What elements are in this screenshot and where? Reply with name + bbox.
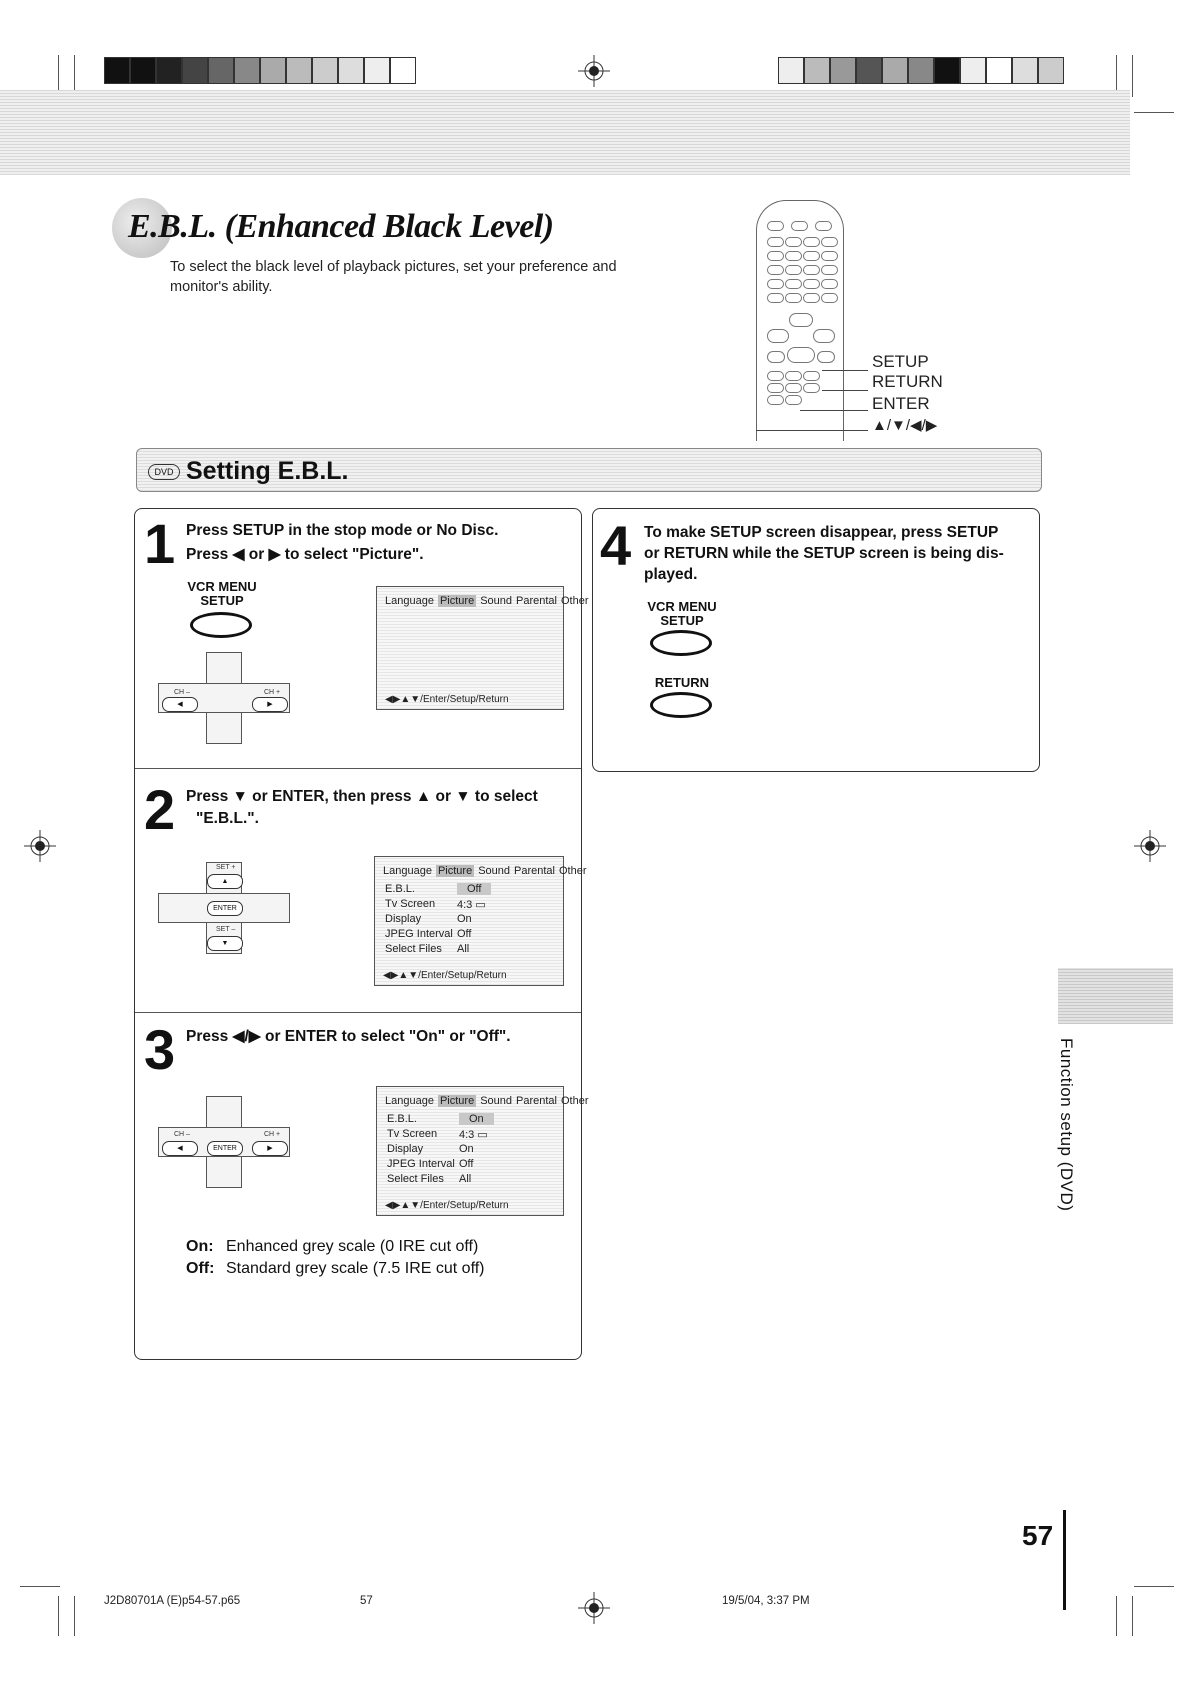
registration-target-icon <box>1134 830 1166 862</box>
dpad-label: CH + <box>264 1131 281 1138</box>
setup-button-icon <box>190 612 252 638</box>
enter-button-icon: ENTER <box>207 1141 243 1156</box>
button-caption: SETUP <box>200 593 244 608</box>
setup-button-icon <box>650 630 712 656</box>
crop-mark <box>1134 112 1174 113</box>
remote-label-arrows: ▲/▼/◀/▶ <box>872 417 938 434</box>
registration-target-icon <box>578 55 610 87</box>
osd-screen-ebl-on: Language Picture Sound Parental Other E.B.L. On Tv Screen 4:3 ▭ Display On JPEG Interval Off Select Files All ◀▶▲▼/Enter/Setup/Return <box>376 1086 564 1216</box>
footer-page: 57 <box>360 1595 373 1607</box>
registration-target-icon <box>24 830 56 862</box>
crop-mark <box>1116 1596 1117 1636</box>
right-arrow-button-icon: ▶ <box>252 697 288 712</box>
crop-mark <box>1132 1596 1133 1636</box>
remote-control-illustration <box>756 200 844 441</box>
option-off-description: Off: Standard grey scale (7.5 IRE cut off) <box>186 1260 485 1277</box>
enter-button-icon: ENTER <box>207 901 243 916</box>
step-number: 3 <box>144 1018 176 1081</box>
crop-mark <box>58 1596 59 1636</box>
page-number: 57 <box>1022 1520 1054 1551</box>
side-tab-label: Function setup (DVD) <box>1057 1038 1076 1212</box>
intro-text: To select the black level of playback pictures, set your preference and monitor's ability. <box>170 259 617 295</box>
color-registration-bar-left <box>104 57 416 84</box>
return-button-icon <box>650 692 712 718</box>
crop-mark <box>1134 1586 1174 1587</box>
left-arrow-button-icon: ◀ <box>162 1141 198 1156</box>
remote-label-enter: ENTER <box>872 394 930 413</box>
step-number: 4 <box>600 514 632 577</box>
dpad-label: CH – <box>174 1131 190 1138</box>
page-title: E.B.L. (Enhanced Black Level) <box>128 208 554 245</box>
color-registration-bar-right <box>778 57 1064 84</box>
remote-label-setup: SETUP <box>872 352 929 371</box>
left-arrow-button-icon: ◀ <box>162 697 198 712</box>
dpad-label: CH + <box>264 689 281 696</box>
remote-label-return: RETURN <box>872 372 943 391</box>
step-divider <box>135 768 581 769</box>
button-caption: RETURN <box>654 675 710 690</box>
button-caption: VCR MENU <box>187 579 257 594</box>
page-number-rule <box>1063 1510 1066 1610</box>
crop-mark <box>74 1596 75 1636</box>
section-title: Setting E.B.L. <box>186 457 349 485</box>
dvd-badge-icon: DVD <box>148 464 180 480</box>
step-divider <box>135 1012 581 1013</box>
dpad-label: SET – <box>216 926 236 933</box>
up-arrow-button-icon: ▲ <box>207 874 243 889</box>
dpad-label: CH – <box>174 689 190 696</box>
right-arrow-button-icon: ▶ <box>252 1141 288 1156</box>
dpad-label: SET + <box>216 864 236 871</box>
side-tab-block <box>1058 968 1173 1024</box>
step-number: 2 <box>144 778 176 841</box>
step-2-instruction: "E.B.L.". <box>196 810 259 827</box>
step-1-instruction: Press SETUP in the stop mode or No Disc. <box>186 522 499 539</box>
button-caption: SETUP <box>660 613 704 628</box>
step-4-instruction: played. <box>644 566 698 583</box>
option-on-description: On: Enhanced grey scale (0 IRE cut off) <box>186 1238 479 1255</box>
button-caption: VCR MENU <box>647 599 717 614</box>
step-3-instruction: Press ◀/▶ or ENTER to select "On" or "Off". <box>186 1028 511 1045</box>
crop-mark <box>20 1586 60 1587</box>
osd-screen-ebl-off: Language Picture Sound Parental Other E.B.L. Off Tv Screen 4:3 ▭ Display On JPEG Interval Off Select Files All ◀▶▲▼/Enter/Setup/Return <box>374 856 564 986</box>
header-band <box>0 90 1130 175</box>
osd-screen-picture-tab: Language Picture Sound Parental Other ◀▶▲▼/Enter/Setup/Return <box>376 586 564 710</box>
registration-target-icon <box>578 1592 610 1624</box>
footer-filename: J2D80701A (E)p54-57.p65 <box>104 1595 241 1607</box>
footer-date: 19/5/04, 3:37 PM <box>722 1595 810 1607</box>
step-number: 1 <box>144 512 176 575</box>
step-4-instruction: To make SETUP screen disappear, press SETUP <box>644 524 999 541</box>
step-4-instruction: or RETURN while the SETUP screen is being dis- <box>644 545 1004 562</box>
down-arrow-button-icon: ▼ <box>207 936 243 951</box>
step-2-instruction: Press ▼ or ENTER, then press ▲ or ▼ to select <box>186 788 538 805</box>
step-1-instruction: Press ◀ or ▶ to select "Picture". <box>186 546 424 563</box>
crop-mark <box>1132 55 1133 97</box>
